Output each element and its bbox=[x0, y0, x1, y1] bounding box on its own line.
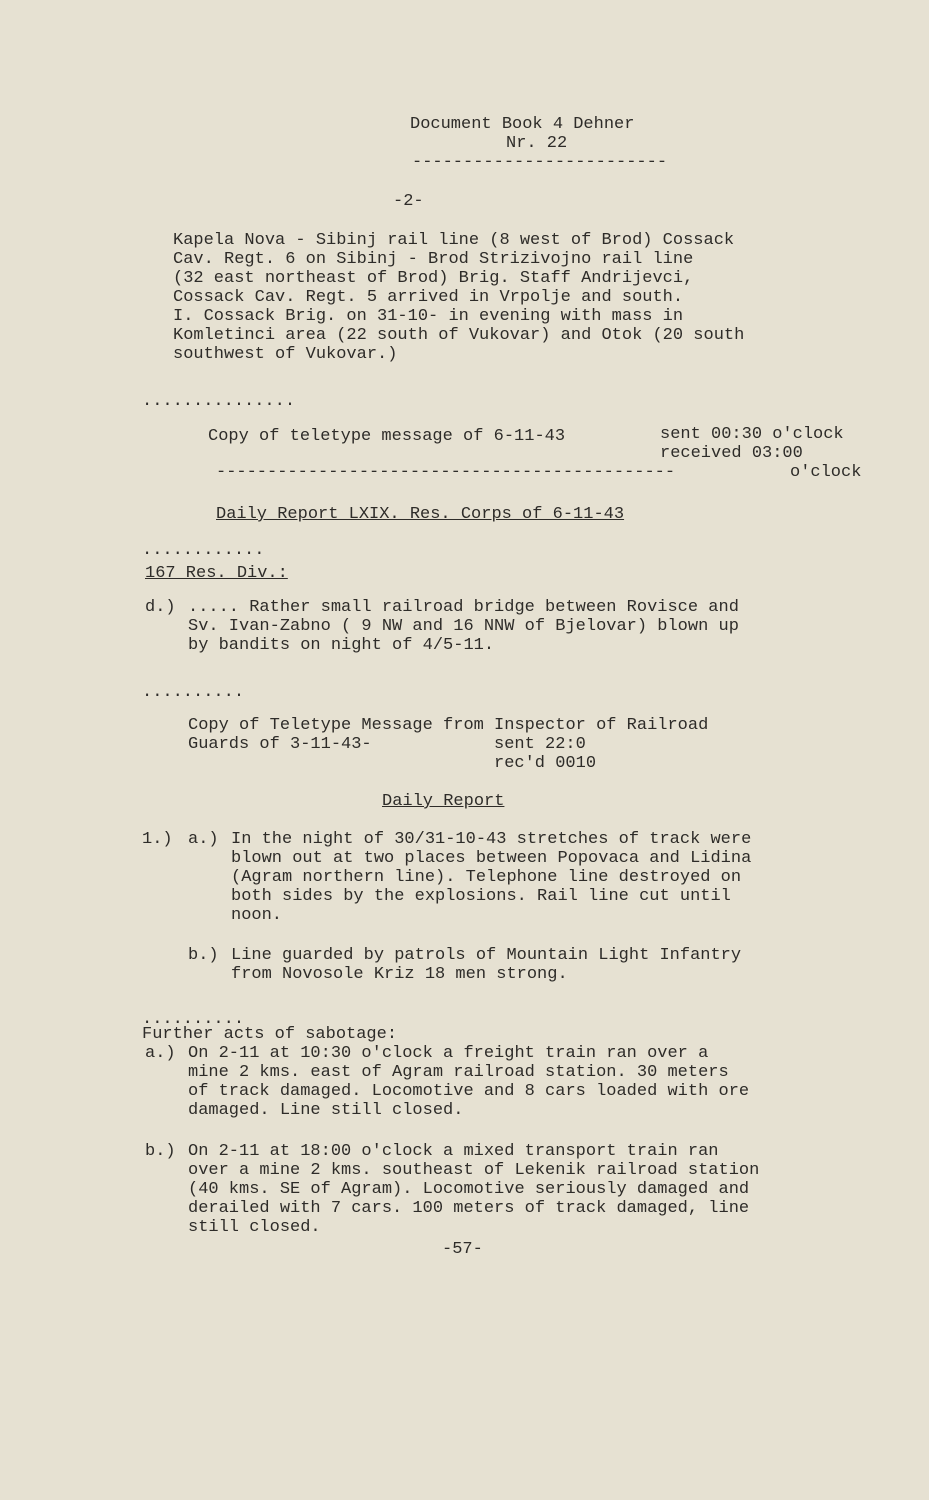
separator-dots: ............ bbox=[142, 541, 265, 560]
item-line: both sides by the explosions. Rail line cut until bbox=[231, 887, 731, 906]
item-line: mine 2 kms. east of Agram railroad station. 30 meters bbox=[188, 1063, 729, 1082]
intro-line: Kapela Nova - Sibinj rail line (8 west of Brod) Cossack bbox=[173, 231, 735, 250]
teletype-received: rec'd 0010 bbox=[494, 754, 597, 773]
item-label: b.) bbox=[188, 946, 219, 965]
intro-line: Cossack Cav. Regt. 5 arrived in Vrpolje and south. bbox=[173, 288, 684, 307]
page-marker: -2- bbox=[393, 192, 424, 211]
item-label: b.) bbox=[145, 1142, 176, 1161]
intro-line: Komletinci area (22 south of Vukovar) and Otok (20 south bbox=[173, 326, 745, 345]
intro-line: Cav. Regt. 6 on Sibinj - Brod Strizivojno rail line bbox=[173, 250, 694, 269]
report-title: Daily Report bbox=[382, 792, 505, 811]
item-label: d.) bbox=[145, 598, 176, 617]
teletype-copy-line: Copy of teletype message of 6-11-43 bbox=[208, 427, 566, 446]
item-line: ..... Rather small railroad bridge between Rovisce and bbox=[188, 598, 739, 617]
teletype-oclock: o'clock bbox=[790, 463, 862, 482]
intro-line: (32 east northeast of Brod) Brig. Staff Andrijevci, bbox=[173, 269, 694, 288]
report-title: Daily Report LXIX. Res. Corps of 6-11-43 bbox=[216, 505, 625, 524]
item-line: by bandits on night of 4/5-11. bbox=[188, 636, 495, 655]
item-line: over a mine 2 kms. southeast of Lekenik railroad station bbox=[188, 1161, 760, 1180]
item-line: (Agram northern line). Telephone line destroyed on bbox=[231, 868, 742, 887]
separator-dots: .......... bbox=[142, 1010, 245, 1029]
sabotage-heading: Further acts of sabotage: bbox=[142, 1025, 398, 1044]
header-rule: ------------------------- bbox=[412, 153, 668, 172]
document-number: Nr. 22 bbox=[506, 134, 568, 153]
item-line: On 2-11 at 18:00 o'clock a mixed transport train ran bbox=[188, 1142, 719, 1161]
footer-page-number: -57- bbox=[442, 1240, 483, 1259]
item-line: of track damaged. Locomotive and 8 cars loaded with ore bbox=[188, 1082, 750, 1101]
separator-dots: .......... bbox=[142, 683, 245, 702]
teletype-received: received 03:00 bbox=[660, 444, 803, 463]
item-line: Sv. Ivan-Zabno ( 9 NW and 16 NNW of Bjelovar) blown up bbox=[188, 617, 739, 636]
item-line: (40 kms. SE of Agram). Locomotive seriously damaged and bbox=[188, 1180, 750, 1199]
teletype-sent: sent 22:0 bbox=[494, 735, 586, 754]
item-number: 1.) bbox=[142, 830, 173, 849]
item-line: Line guarded by patrols of Mountain Light Infantry bbox=[231, 946, 742, 965]
document-title: Document Book 4 Dehner bbox=[410, 115, 635, 134]
item-label: a.) bbox=[188, 830, 219, 849]
teletype-sent: sent 00:30 o'clock bbox=[660, 425, 844, 444]
separator-dots: ............... bbox=[142, 392, 296, 411]
item-line: blown out at two places between Popovaca and Lidina bbox=[231, 849, 752, 868]
item-line: noon. bbox=[231, 906, 283, 925]
teletype-copy-line: Guards of 3-11-43- bbox=[188, 735, 372, 754]
item-line: damaged. Line still closed. bbox=[188, 1101, 464, 1120]
item-line: derailed with 7 cars. 100 meters of track damaged, line bbox=[188, 1199, 750, 1218]
item-line: from Novosole Kriz 18 men strong. bbox=[231, 965, 568, 984]
item-line: still closed. bbox=[188, 1218, 321, 1237]
item-line: In the night of 30/31-10-43 stretches of track were bbox=[231, 830, 752, 849]
teletype-dash-line: --------------------------------------------- bbox=[216, 463, 676, 482]
intro-line: I. Cossack Brig. on 31-10- in evening with mass in bbox=[173, 307, 684, 326]
teletype-copy-line: Copy of Teletype Message from Inspector of Railroad bbox=[188, 716, 709, 735]
division-heading: 167 Res. Div.: bbox=[145, 564, 288, 583]
item-label: a.) bbox=[145, 1044, 176, 1063]
item-line: On 2-11 at 10:30 o'clock a freight train ran over a bbox=[188, 1044, 709, 1063]
intro-line: southwest of Vukovar.) bbox=[173, 345, 398, 364]
